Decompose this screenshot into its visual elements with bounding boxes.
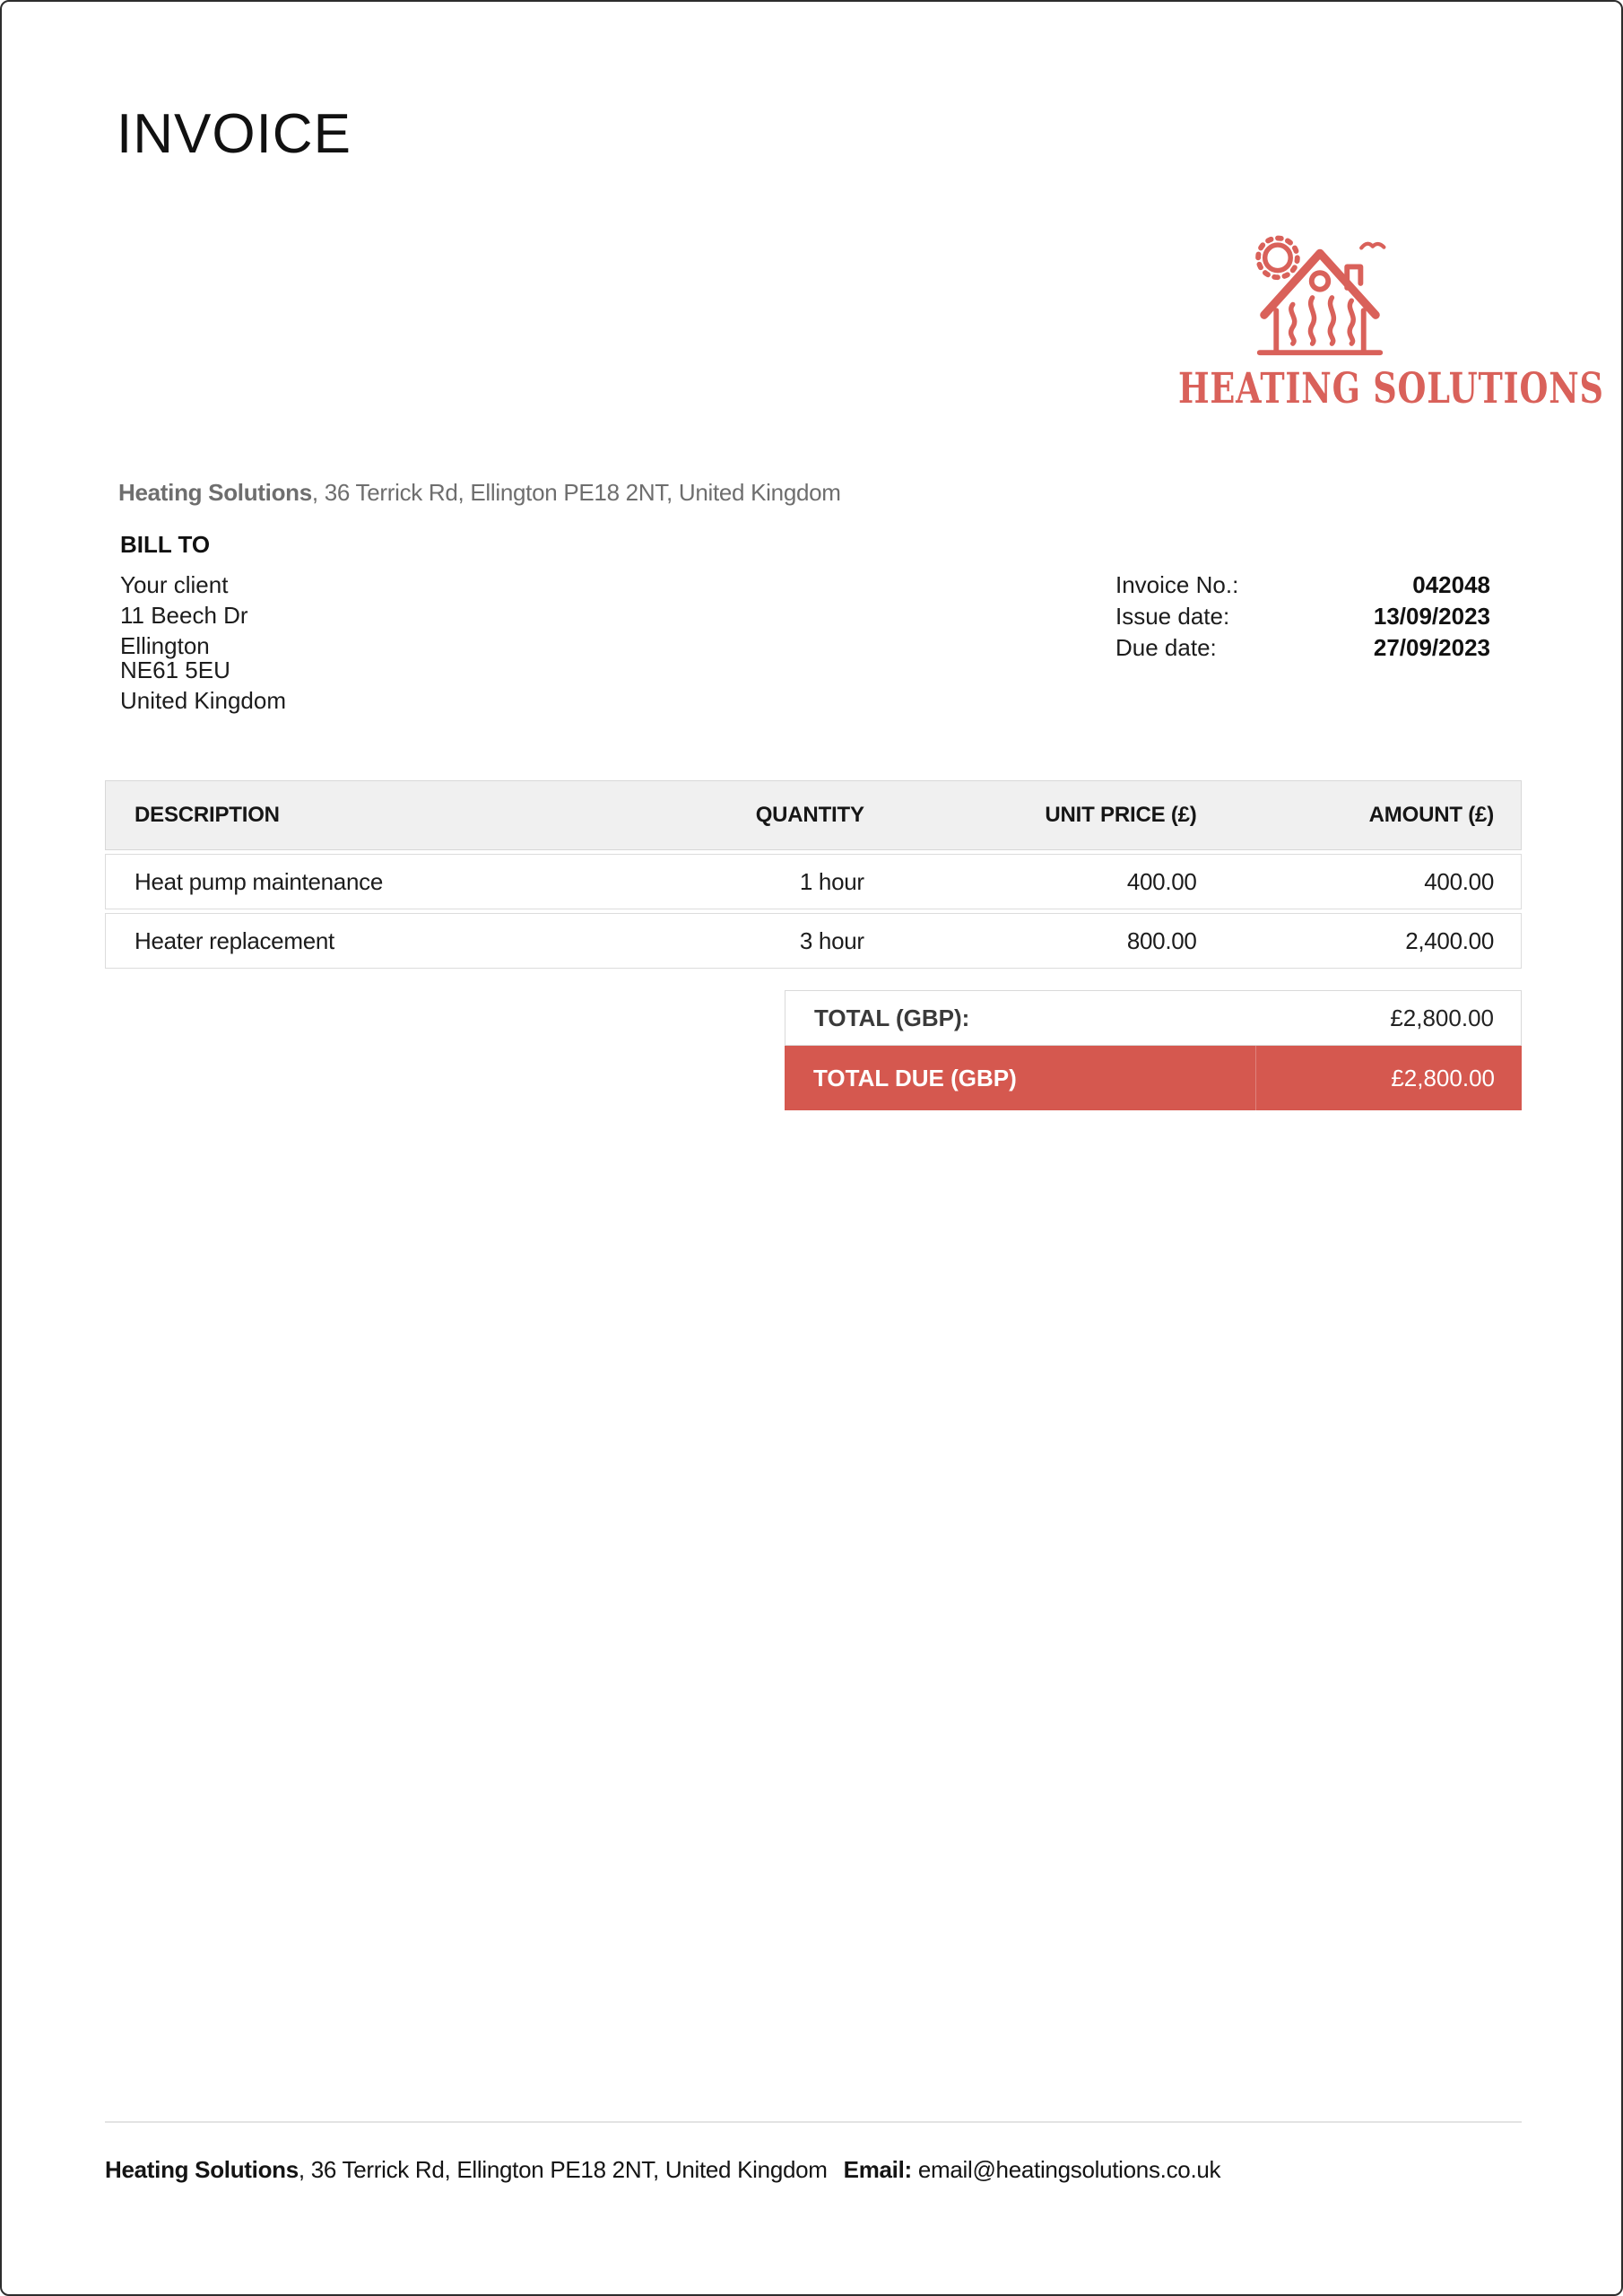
total-row: [785, 990, 1522, 1046]
table-row: [105, 913, 1522, 969]
client-street: 11 Beech Dr: [120, 602, 248, 629]
invoice-meta: [1115, 573, 1490, 667]
footer-email-label: Email:: [843, 2156, 912, 2183]
heat-waves-glyph: [1291, 298, 1354, 344]
item-description: Heat pump maintenance: [135, 867, 383, 895]
client-city: Ellington: [120, 632, 210, 659]
col-header-amount: AMOUNT (£): [1368, 803, 1494, 827]
page-title: INVOICE: [117, 103, 352, 165]
company-address-line: [118, 479, 841, 507]
bird-glyph: [1361, 244, 1384, 248]
due-date-label: Due date:: [1115, 634, 1217, 661]
total-label: TOTAL (GBP):: [814, 1004, 970, 1031]
item-unit-price: 800.00: [1126, 926, 1197, 954]
item-unit-price: 400.00: [1126, 867, 1197, 895]
due-date-row: [1115, 636, 1490, 659]
company-logo: [1118, 224, 1604, 413]
issue-date-value: 13/09/2023: [1373, 603, 1490, 630]
footer-company-address: , 36 Terrick Rd, Ellington PE18 2NT, United Kingdom: [298, 2156, 828, 2183]
client-postcode: NE61 5EU: [120, 657, 230, 683]
item-description: Heater replacement: [135, 926, 334, 954]
invoice-number-value: 042048: [1412, 571, 1490, 598]
footer-divider: [105, 2121, 1522, 2123]
company-name: Heating Solutions: [118, 479, 312, 506]
item-quantity: 3 hour: [799, 926, 864, 954]
item-quantity: 1 hour: [799, 867, 864, 895]
total-due-label: TOTAL DUE (GBP): [785, 1046, 1256, 1110]
item-amount: 2,400.00: [1405, 926, 1494, 954]
client-name: Your client: [120, 571, 229, 598]
totals-section: [785, 990, 1522, 1110]
col-header-quantity: QUANTITY: [755, 803, 864, 827]
total-due-row: [785, 1046, 1522, 1110]
house-heating-icon: [1245, 224, 1395, 361]
footer-email-address: email@heatingsolutions.co.uk: [917, 2156, 1221, 2183]
total-value: £2,800.00: [1390, 1004, 1494, 1031]
footer-company-name: Heating Solutions: [105, 2156, 299, 2183]
client-country: United Kingdom: [120, 687, 286, 714]
company-address: , 36 Terrick Rd, Ellington PE18 2NT, United Kingdom: [311, 479, 841, 506]
col-header-unit-price: UNIT PRICE (£): [1045, 803, 1197, 827]
bill-to-label: BILL TO: [120, 531, 211, 558]
sun-glyph: [1258, 239, 1298, 278]
line-items-table: [105, 780, 1522, 969]
total-due-value: £2,800.00: [1391, 1064, 1495, 1091]
issue-date-row: [1115, 604, 1490, 628]
col-header-description: DESCRIPTION: [135, 803, 280, 827]
bill-to-section: [120, 531, 286, 719]
issue-date-label: Issue date:: [1115, 603, 1230, 630]
invoice-number-label: Invoice No.:: [1115, 571, 1239, 598]
invoice-number-row: [1115, 573, 1490, 596]
table-row: [105, 854, 1522, 909]
item-amount: 400.00: [1424, 867, 1494, 895]
company-logo-name: HEATING SOLUTIONS: [1177, 364, 1604, 413]
table-header-row: [105, 780, 1522, 850]
due-date-value: 27/09/2023: [1373, 634, 1490, 661]
footer: [105, 2156, 1220, 2184]
